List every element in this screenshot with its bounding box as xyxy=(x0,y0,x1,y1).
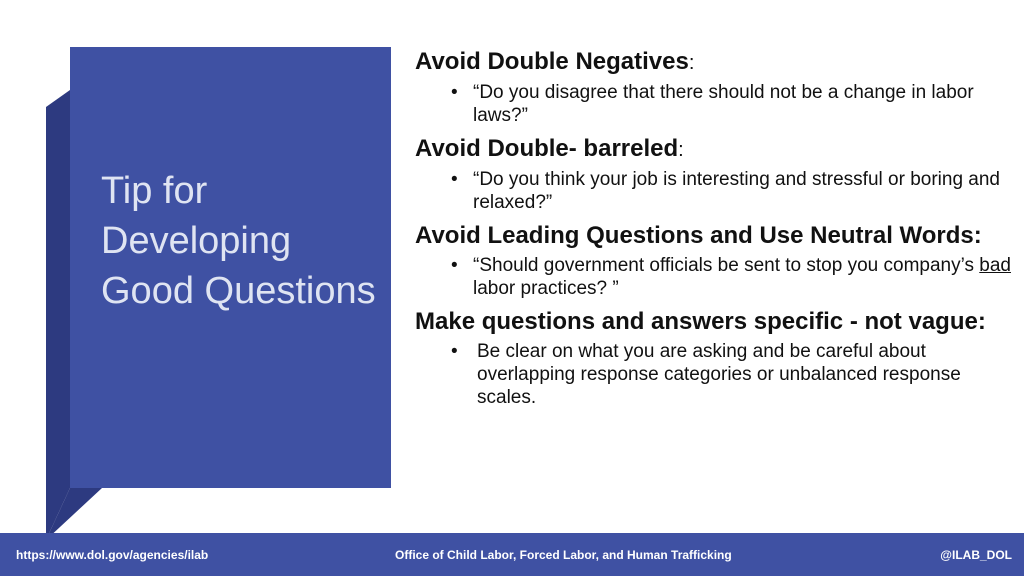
tip-heading-colon: : xyxy=(688,52,695,74)
tip-example-text: “Do you think your job is interesting and stressful or boring and relaxed?” xyxy=(473,169,1000,213)
bullet-icon: • xyxy=(451,341,458,362)
tip-example xyxy=(415,168,1015,214)
tip-section-double-barreled xyxy=(415,135,1015,214)
footer-twitter-handle: @ILAB_DOL xyxy=(940,548,1012,562)
tip-example-text: “Should government officials be sent to stop you company’s xyxy=(473,255,980,276)
tip-heading: Avoid Double Negatives xyxy=(415,48,689,75)
footer-office-name: Office of Child Labor, Forced Labor, and Human Trafficking xyxy=(395,548,732,562)
tip-example xyxy=(415,254,1015,300)
tip-example xyxy=(415,340,1015,409)
tip-section-leading-questions xyxy=(415,222,1015,300)
tip-example xyxy=(415,81,1015,127)
panel-shadow-left xyxy=(46,90,70,540)
tip-heading-colon: : xyxy=(678,139,684,161)
bullet-icon: • xyxy=(451,255,458,276)
tip-heading: Avoid Leading Questions and Use Neutral Words: xyxy=(415,222,982,249)
tip-example-text: “Do you disagree that there should not be a change in labor laws?” xyxy=(473,82,974,126)
footer-url-link[interactable]: https://www.dol.gov/agencies/ilab xyxy=(16,548,209,562)
slide-title: Tip for Developing Good Questions xyxy=(101,170,376,312)
tip-heading: Avoid Double- barreled xyxy=(415,135,679,162)
underlined-word: bad xyxy=(979,255,1011,276)
tip-heading: Make questions and answers specific - not vague: xyxy=(415,308,986,335)
bullet-icon: • xyxy=(451,169,458,190)
footer-bar xyxy=(0,533,1024,576)
tip-section-double-negatives xyxy=(415,48,1015,127)
tip-example-text-end: labor practices? ” xyxy=(473,278,619,299)
tips-content xyxy=(415,48,1015,417)
tip-example-text: Be clear on what you are asking and be careful about overlapping response categories or unbalanced response scales. xyxy=(477,341,961,408)
bullet-icon: • xyxy=(451,82,458,103)
tip-section-specific xyxy=(415,308,1015,409)
